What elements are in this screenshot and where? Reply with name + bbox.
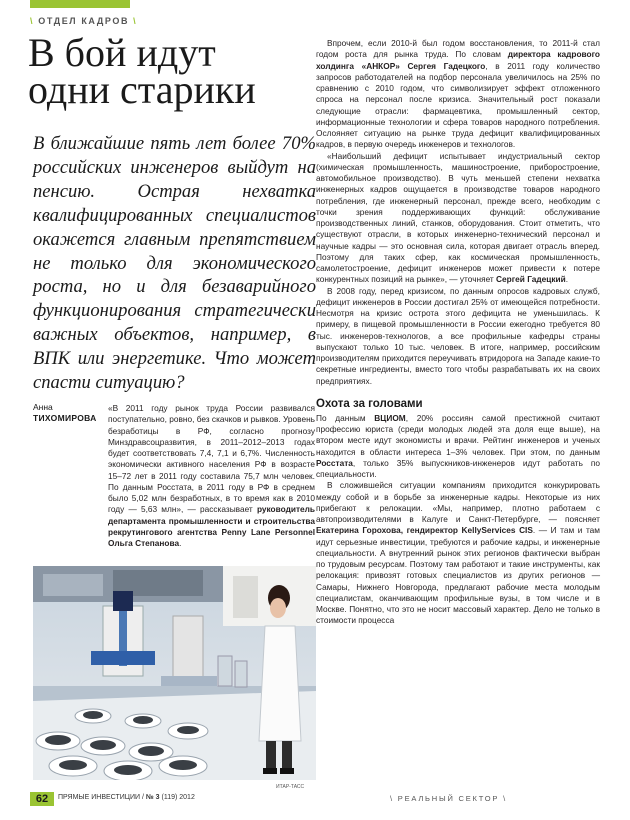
magazine-info: ПРЯМЫЕ ИНВЕСТИЦИИ / № 3 (119) 2012	[58, 794, 195, 801]
intro-paragraph: «В 2011 году рынок труда России развивался поступательно, ровно, без скачков и рывков. Уровень безработицы в РФ, согласно прогнозу Минздравсоцразвития, в 2011–2012–2013 годах будет соответствовать 7,4, 7,1 и 6,7%. Численность экономически активного населения РФ в возрасте 15–72 лет в 2011 году составила 75,7 млн человек. По данным Росстата, в 2011 году в РФ в среднем было 5,02 млн безработных, в то время как в 2010 году — 5,63 млн», — рассказывает руководитель департамента промышленности и строительства рекрутингового агентства Penny Lane Personnel Ольга Степанова.	[108, 403, 315, 548]
source-name: ВЦИОМ	[374, 412, 406, 423]
lab-photo-illustration	[33, 566, 316, 780]
headline-line-2: одни старики	[28, 67, 256, 112]
source-name: Росстата	[316, 457, 353, 468]
headline	[28, 30, 318, 112]
subheading: Охота за головами	[316, 397, 423, 410]
lead-paragraph: В ближайшие пять лет более 70% российских инженеров выйдут на пенсию. Острая нехватка квалифицированных специалистов окажется главным препятствием не только для экономического роста, но и для безаварийного функционирования стратегически важных объектов, например, в ВПК или энергетике. Что может спасти ситуацию?	[33, 133, 316, 394]
lab-photo	[33, 566, 316, 780]
paragraph: «Наибольший дефицит испытывает индустриальный сектор (химическая промышленность, машиностроение, приборостроение, автомобильное производство). В чуть меньшей степени нехватка инженерных кадров ощущается в производстве товаров народного потребления, где инженерный персонал, прежде всего, необходим с точки зрения поддерживающих функций: обслуживание производственных линий, станков, оборудования. Стоит отметить, что существуют отрасли, в которых инженерно-технический персонал и научные кадры — это основная сила, которая двигает отрасль вперед. Поэтому для таких сфер, как космическая промышленность, самолетостроение, дефицит инженеров может привести к потере конкурентных позиций на рынке», — уточняет Сергей Гадецкий.	[316, 150, 600, 285]
issue-number: № 3	[145, 794, 160, 801]
paragraph: Впрочем, если 2010-й был годом восстановления, то 2011-й стал годом роста для рынка труда. По словам директора кадрового холдинга «АНКОР» Сергея Гадецкого, в 2011 году количество запросов работодателей на подбор персонала увеличилось на 25% по сравнению с 2010 годом, что символизирует эффект отложенного спроса на персонал после кризиса. Значительный рост показали следующие отрасли: фармацевтика, промышленный сектор, информационные технологии и сфера товаров народного потребления. Ослояняет ситуацию на рынке труда дефицит квалифицированных кадров, в первую очередь инженеров и технологов.	[316, 38, 600, 150]
headline-line-1: В бой идут	[28, 30, 216, 75]
page-number: 62	[30, 792, 54, 806]
footer-section-label: \ РЕАЛЬНЫЙ СЕКТОР \	[390, 794, 507, 803]
paragraph: В 2008 году, перед кризисом, по данным опросов кадровых служб, дефицит инженеров в России достигал 25% от имеющейся потребности. Несмотря на кризис острота этого дефицита не уменьшилась. К примеру, в пищевой промышленности в России ежегодно требуется 80 тыс. инженеров-технологов, а все профильные кафедры страны выпускают только 10 тыс. человек. В итоге, например, российским производителям приходится переучивать втридорога на Западе какие-то секретные ингредиенты, вместо того чтобы разрабатывать их на своих предприятиях.	[316, 285, 600, 386]
quoted-person: директора кадрового холдинга «АНКОР» Сергея Гадецкого	[316, 49, 600, 71]
author-byline	[33, 402, 107, 424]
author-first-name: Анна	[33, 402, 53, 412]
section-label-text: ОТДЕЛ КАДРОВ	[38, 16, 130, 26]
author-last-name: ТИХОМИРОВА	[33, 413, 97, 423]
right-column	[316, 38, 600, 627]
page-footer	[0, 792, 630, 820]
photo-credit: ИТАР-ТАСС	[276, 784, 305, 790]
intro-quoted-person: руководитель департамента промышленности и строительства рекрутингового агентства Penny Lane Personnel Ольга Степанова	[108, 504, 315, 548]
paragraph: В сложившейся ситуации компаниям приходится конкурировать между собой и в борьбе за инженерные кадры. Некоторые из них прибегают к релокации. «Мы, например, плотно работаем с автопроизводителями в Калуге и Санкт-Петербурге, — поясняет Екатерина Горохова, гендиректор KellyServices CIS. — И там и там идут серьезные инвестиции, требуются и рабочие кадры, и инженерные специальности. А внутренний рынок этих регионов фактически выбран по трудовым ресурсам. Поэтому там работают и такие инструменты, как релокация: привозят готовых специалистов из других регионов — Самары, Нижнего Новгорода, предлагают рабочие места молодым специалистам, оканчивающим профильные вузы, в том числе и в Москве. Понятно, что это не носит массовый характер. Дело не только в стоимости процесса	[316, 480, 601, 626]
quoted-person: Екатерина Горохова, гендиректор KellyServices CIS	[316, 525, 533, 536]
paragraph: По данным ВЦИОМ, 20% россиян самой престижной считают профессию юриста (среди молодых людей эта доля еще выше), на втором месте идут экономисты и врачи. Рейтинг инженеров и ученых находится в области интереса 1–3% человек. При этом, по данным Росстата, только 35% выпускников-инженеров идут работать по специальности.	[316, 412, 600, 479]
section-label: \ ОТДЕЛ КАДРОВ \	[30, 16, 138, 26]
quoted-person: Сергей Гадецкий	[496, 274, 566, 285]
section-color-tab	[30, 0, 130, 8]
